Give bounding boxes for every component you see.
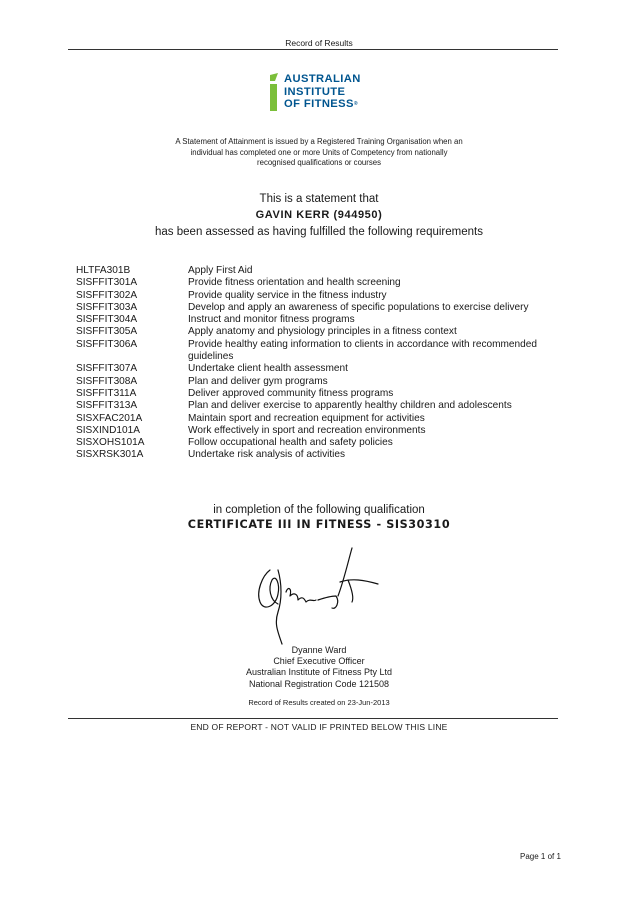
unit-code: SISFFIT313A xyxy=(76,400,138,412)
unit-row xyxy=(76,449,576,461)
unit-description: Maintain sport and recreation equipment for activities xyxy=(188,412,425,424)
unit-row xyxy=(76,363,576,375)
aif-logo xyxy=(270,73,380,113)
unit-code: SISFFIT307A xyxy=(76,363,138,375)
intro-line: recognised qualifications or courses xyxy=(257,158,381,167)
unit-row xyxy=(76,277,576,289)
unit-description: Develop and apply an awareness of specific populations to exercise delivery xyxy=(188,301,529,313)
unit-code: SISFFIT311A xyxy=(76,387,137,399)
qualification-name: CERTIFICATE III IN FITNESS - SIS30310 xyxy=(187,518,451,531)
qualification-intro: in completion of the following qualification xyxy=(213,504,425,516)
unit-code: SISFFIT306A xyxy=(76,338,138,350)
unit-description: Provide healthy eating information to clients in accordance with recommended guidelines xyxy=(188,338,537,363)
logo-line-2: INSTITUTE xyxy=(284,85,346,98)
unit-code: SISFFIT305A xyxy=(76,326,138,338)
unit-description: Undertake client health assessment xyxy=(188,363,348,375)
statement-requirements: has been assessed as having fulfilled the following requirements xyxy=(155,226,483,238)
logo-line-3: OF FITNESS xyxy=(284,98,354,110)
signatory-name: Dyanne Ward xyxy=(291,645,347,655)
unit-code: SISFFIT301A xyxy=(76,277,138,289)
aif-logo-text xyxy=(284,73,361,111)
unit-row xyxy=(76,265,576,277)
unit-code: SISFFIT304A xyxy=(76,314,138,326)
student-name: GAVIN KERR (944950) xyxy=(255,209,383,221)
attainment-explanation xyxy=(140,137,498,169)
signature-image xyxy=(248,540,388,645)
unit-row xyxy=(76,400,576,412)
unit-row xyxy=(76,437,576,449)
page-number: Page 1 of 1 xyxy=(520,852,561,861)
unit-description: Apply anatomy and physiology principles in a fitness context xyxy=(188,326,457,338)
unit-row xyxy=(76,302,576,314)
unit-description: Provide quality service in the fitness industry xyxy=(188,289,387,301)
unit-code: SISFFIT308A xyxy=(76,375,138,387)
header-divider xyxy=(68,49,558,50)
units-of-competency-list xyxy=(76,265,576,462)
unit-description: Deliver approved community fitness programs xyxy=(188,387,394,399)
unit-code: SISXIND101A xyxy=(76,424,140,436)
unit-code: SISFFIT302A xyxy=(76,289,138,301)
unit-code: SISXRSK301A xyxy=(76,449,144,461)
unit-description: Instruct and monitor fitness programs xyxy=(188,314,355,326)
unit-code: SISXFAC201A xyxy=(76,412,143,424)
unit-row xyxy=(76,425,576,437)
unit-row xyxy=(76,388,576,400)
statement-intro: This is a statement that xyxy=(259,193,379,205)
intro-line: A Statement of Attainment is issued by a Registered Training Organisation when an xyxy=(175,137,463,146)
signatory-organisation: Australian Institute of Fitness Pty Ltd xyxy=(245,667,393,678)
unit-row xyxy=(76,314,576,326)
signatory-block xyxy=(0,645,638,690)
unit-description: Undertake risk analysis of activities xyxy=(188,449,346,461)
unit-row xyxy=(76,376,576,388)
unit-row xyxy=(76,339,576,364)
intro-line: individual has completed one or more Units of Competency from nationally xyxy=(190,147,448,157)
footer-divider xyxy=(68,718,558,719)
unit-description: Apply First Aid xyxy=(188,265,253,276)
signatory-title: Chief Executive Officer xyxy=(273,656,365,667)
unit-code: HLTFA301B xyxy=(76,265,131,276)
unit-description: Plan and deliver exercise to apparently healthy children and adolescents xyxy=(188,400,512,412)
signatory-registration: National Registration Code 121508 xyxy=(248,678,390,689)
unit-description: Work effectively in sport and recreation environments xyxy=(188,424,426,436)
aif-logo-mark-icon xyxy=(270,73,280,111)
created-date-line: Record of Results created on 23-Jun-2013 xyxy=(248,698,390,707)
unit-description: Plan and deliver gym programs xyxy=(188,375,328,387)
header-title: Record of Results xyxy=(285,38,353,48)
unit-row xyxy=(76,290,576,302)
unit-row xyxy=(76,413,576,425)
unit-row xyxy=(76,326,576,338)
unit-description: Provide fitness orientation and health screening xyxy=(188,277,401,289)
unit-description: Follow occupational health and safety policies xyxy=(188,437,393,449)
end-of-report-notice: END OF REPORT - NOT VALID IF PRINTED BELOW THIS LINE xyxy=(190,722,448,732)
trademark-mark: ® xyxy=(353,101,358,107)
logo-line-1: AUSTRALIAN xyxy=(284,73,361,85)
unit-code: SISXOHS101A xyxy=(76,437,145,449)
unit-code: SISFFIT303A xyxy=(76,301,138,313)
